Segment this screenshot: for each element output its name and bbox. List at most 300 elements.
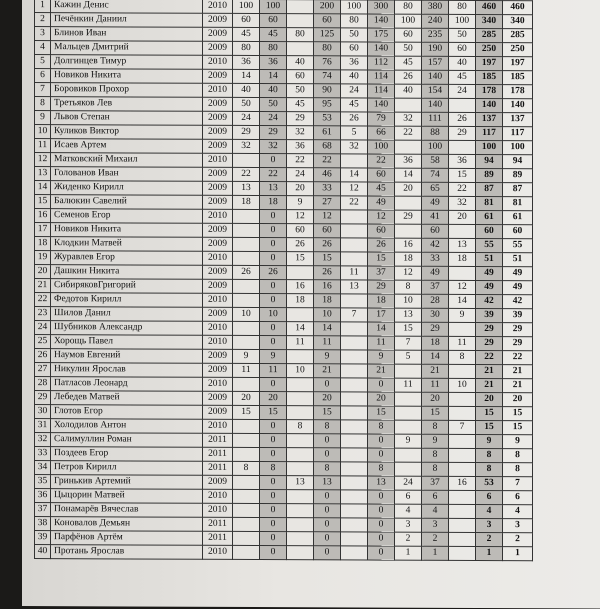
score-cell: 0 [260, 546, 287, 560]
row-number: 3 [35, 27, 51, 41]
score-cell: 8 [476, 448, 503, 462]
score-cell: 36 [341, 56, 368, 70]
score-cell: 1 [503, 547, 533, 561]
birth-year: 2010 [203, 0, 233, 13]
score-cell [449, 140, 476, 154]
score-cell [449, 406, 476, 420]
birth-year: 2011 [203, 447, 233, 461]
birth-year: 2010 [203, 209, 233, 223]
score-cell: 37 [422, 280, 449, 294]
score-cell [449, 448, 476, 462]
row-number: 36 [35, 489, 51, 503]
score-cell [287, 518, 314, 532]
score-cell [395, 98, 422, 112]
score-cell: 15 [368, 406, 395, 420]
table-row [35, 475, 533, 491]
score-cell: 14 [233, 69, 260, 83]
score-cell: 26 [341, 112, 368, 126]
results-table-body [35, 0, 533, 561]
table-row [35, 111, 533, 127]
birth-year: 2010 [203, 503, 233, 517]
score-cell [287, 42, 314, 56]
birth-year: 2009 [203, 237, 233, 251]
score-cell: 11 [341, 266, 368, 280]
score-cell [449, 434, 476, 448]
score-cell: 0 [314, 532, 341, 546]
score-cell: 32 [395, 112, 422, 126]
score-cell: 80 [449, 0, 476, 14]
participant-name: Глотов Егор [51, 405, 203, 420]
score-cell: 29 [395, 210, 422, 224]
score-cell: 9 [233, 349, 260, 363]
score-cell: 15 [314, 252, 341, 266]
score-cell: 60 [422, 224, 449, 238]
score-cell [449, 364, 476, 378]
row-number: 2 [35, 13, 51, 27]
score-cell: 20 [368, 392, 395, 406]
score-cell: 24 [233, 111, 260, 125]
score-cell: 60 [287, 224, 314, 238]
score-cell: 111 [422, 112, 449, 126]
score-cell: 32 [449, 196, 476, 210]
score-cell [449, 322, 476, 336]
table-row [35, 55, 533, 71]
score-cell: 0 [260, 294, 287, 308]
table-row [35, 321, 533, 337]
score-cell: 55 [503, 239, 533, 253]
score-cell: 9 [422, 434, 449, 448]
score-cell: 18 [422, 336, 449, 350]
row-number: 23 [35, 307, 51, 321]
score-cell: 200 [314, 0, 341, 14]
score-cell: 10 [395, 294, 422, 308]
score-cell: 26 [233, 265, 260, 279]
participant-name: Балюкин Савелий [51, 195, 203, 210]
score-cell: 8 [287, 420, 314, 434]
score-cell: 81 [476, 196, 503, 210]
score-cell: 28 [422, 294, 449, 308]
score-cell [341, 322, 368, 336]
score-cell: 0 [260, 280, 287, 294]
score-cell [233, 447, 260, 461]
score-cell [233, 153, 260, 167]
score-cell: 140 [422, 70, 449, 84]
score-cell: 18 [368, 294, 395, 308]
score-cell [287, 462, 314, 476]
score-cell: 22 [368, 154, 395, 168]
score-cell [395, 392, 422, 406]
birth-year: 2009 [203, 363, 233, 377]
score-cell [341, 448, 368, 462]
score-cell: 8 [476, 462, 503, 476]
row-number: 22 [35, 293, 51, 307]
score-cell: 197 [503, 57, 533, 71]
score-cell: 51 [476, 252, 503, 266]
table-row [35, 13, 533, 29]
score-cell [449, 490, 476, 504]
score-cell: 74 [422, 168, 449, 182]
score-cell: 58 [422, 154, 449, 168]
birth-year: 2009 [203, 265, 233, 279]
participant-name: Журавлев Егор [51, 251, 203, 266]
table-row [35, 293, 533, 309]
score-cell: 460 [476, 0, 503, 14]
participant-name: Третьяков Лев [51, 97, 203, 112]
score-cell [395, 420, 422, 434]
score-cell: 0 [260, 238, 287, 252]
score-cell: 10 [449, 378, 476, 392]
score-cell: 117 [476, 126, 503, 140]
score-cell: 89 [503, 169, 533, 183]
score-cell: 13 [314, 476, 341, 490]
score-cell: 100 [260, 0, 287, 14]
score-cell [341, 364, 368, 378]
score-cell: 8 [233, 461, 260, 475]
score-cell: 89 [476, 168, 503, 182]
score-cell: 36 [449, 154, 476, 168]
score-cell: 0 [260, 154, 287, 168]
score-cell: 29 [503, 337, 533, 351]
row-number: 35 [35, 475, 51, 489]
score-cell: 80 [314, 42, 341, 56]
score-cell: 36 [395, 154, 422, 168]
score-cell [395, 196, 422, 210]
row-number: 8 [35, 97, 51, 111]
score-cell: 240 [422, 14, 449, 28]
score-cell [449, 462, 476, 476]
score-cell: 16 [449, 476, 476, 490]
score-cell [287, 448, 314, 462]
score-cell: 26 [395, 70, 422, 84]
score-cell: 157 [422, 56, 449, 70]
score-cell: 27 [314, 196, 341, 210]
score-cell: 55 [476, 238, 503, 252]
score-cell: 9 [395, 434, 422, 448]
score-cell: 6 [395, 490, 422, 504]
score-cell: 8 [314, 420, 341, 434]
score-cell: 235 [422, 28, 449, 42]
score-cell: 49 [503, 281, 533, 295]
score-cell: 0 [260, 476, 287, 490]
row-number: 15 [35, 195, 51, 209]
birth-year: 2010 [203, 489, 233, 503]
birth-year: 2009 [203, 167, 233, 181]
score-cell: 61 [476, 210, 503, 224]
score-cell: 80 [395, 0, 422, 14]
score-cell: 8 [368, 462, 395, 476]
score-cell: 24 [395, 476, 422, 490]
participant-name: Лебедев Матвей [51, 391, 203, 406]
birth-year: 2009 [203, 139, 233, 153]
score-cell [233, 209, 260, 223]
participant-name: Парфёнов Артём [51, 531, 203, 546]
score-cell: 340 [503, 15, 533, 29]
score-cell [287, 0, 314, 14]
score-cell: 94 [476, 154, 503, 168]
score-cell: 88 [422, 126, 449, 140]
participant-name: Семенов Егор [51, 209, 203, 224]
table-row [35, 377, 533, 393]
score-cell: 45 [287, 98, 314, 112]
score-cell: 0 [368, 532, 395, 546]
score-cell: 39 [503, 309, 533, 323]
score-cell [287, 266, 314, 280]
score-cell [287, 308, 314, 322]
score-cell: 8 [422, 420, 449, 434]
score-cell [341, 420, 368, 434]
row-number: 4 [35, 41, 51, 55]
score-cell: 13 [368, 476, 395, 490]
table-row [35, 97, 533, 113]
score-cell: 39 [476, 308, 503, 322]
row-number: 29 [35, 391, 51, 405]
participant-name: Жиденко Кирилл [51, 181, 203, 196]
table-row [35, 167, 533, 183]
scoresheet-paper [22, 0, 600, 609]
birth-year: 2011 [203, 461, 233, 475]
score-cell [233, 335, 260, 349]
participant-name: Петров Кирилл [51, 461, 203, 476]
score-cell [233, 475, 260, 489]
score-cell: 37 [368, 266, 395, 280]
score-cell: 87 [476, 182, 503, 196]
score-cell: 46 [314, 168, 341, 182]
score-cell: 87 [503, 183, 533, 197]
score-cell: 185 [476, 70, 503, 84]
birth-year: 2010 [203, 419, 233, 433]
score-cell: 13 [260, 182, 287, 196]
score-cell: 10 [233, 307, 260, 321]
score-cell [341, 350, 368, 364]
score-cell: 0 [260, 336, 287, 350]
birth-year: 2010 [203, 55, 233, 69]
score-cell: 0 [260, 252, 287, 266]
score-cell [395, 462, 422, 476]
score-cell [233, 517, 260, 531]
score-cell: 114 [368, 70, 395, 84]
table-row [35, 363, 533, 379]
score-cell: 40 [260, 84, 287, 98]
score-cell: 9 [287, 196, 314, 210]
score-cell: 15 [476, 420, 503, 434]
score-cell: 50 [449, 28, 476, 42]
score-cell [449, 98, 476, 112]
score-cell: 3 [503, 519, 533, 533]
score-cell: 26 [314, 238, 341, 252]
participant-name: Мальцев Дмитрий [51, 41, 203, 56]
score-cell [287, 378, 314, 392]
score-cell: 90 [314, 84, 341, 98]
score-cell: 40 [233, 83, 260, 97]
score-cell: 22 [503, 351, 533, 365]
score-cell: 0 [368, 546, 395, 560]
score-cell: 300 [368, 0, 395, 14]
score-cell: 0 [368, 518, 395, 532]
score-cell [341, 210, 368, 224]
birth-year: 2009 [203, 223, 233, 237]
score-cell: 2 [503, 533, 533, 547]
participant-name: Куликов Виктор [51, 125, 203, 140]
score-cell: 95 [314, 98, 341, 112]
score-cell: 9 [449, 308, 476, 322]
participant-name: Понамарёв Вячеслав [51, 503, 203, 518]
score-cell: 14 [422, 350, 449, 364]
score-cell: 29 [476, 322, 503, 336]
score-cell: 100 [503, 141, 533, 155]
score-cell: 16 [287, 280, 314, 294]
row-number: 24 [35, 321, 51, 335]
score-cell: 11 [368, 336, 395, 350]
score-cell: 80 [260, 42, 287, 56]
row-number: 20 [35, 265, 51, 279]
score-cell: 66 [368, 126, 395, 140]
birth-year: 2010 [203, 293, 233, 307]
score-cell: 11 [422, 378, 449, 392]
score-cell [341, 546, 368, 560]
score-cell: 74 [314, 70, 341, 84]
score-cell: 24 [287, 168, 314, 182]
score-cell: 4 [476, 504, 503, 518]
score-cell: 2 [422, 532, 449, 546]
score-cell: 40 [395, 84, 422, 98]
score-cell [449, 504, 476, 518]
score-cell [287, 14, 314, 28]
score-cell [341, 406, 368, 420]
score-cell: 15 [422, 406, 449, 420]
score-cell: 80 [341, 14, 368, 28]
score-cell [341, 252, 368, 266]
score-cell: 140 [476, 98, 503, 112]
score-cell: 14 [341, 168, 368, 182]
score-cell: 15 [395, 322, 422, 336]
participant-name: Никулин Ярослав [51, 363, 203, 378]
score-cell: 140 [503, 99, 533, 113]
score-cell: 18 [314, 294, 341, 308]
participant-name: Матковский Михаил [51, 153, 203, 168]
score-cell: 22 [449, 182, 476, 196]
score-cell: 22 [287, 154, 314, 168]
score-cell: 14 [395, 168, 422, 182]
score-cell [341, 532, 368, 546]
score-cell: 100 [233, 0, 260, 14]
score-cell [341, 224, 368, 238]
birth-year: 2010 [203, 335, 233, 349]
birth-year: 2009 [203, 41, 233, 55]
score-cell: 4 [422, 504, 449, 518]
row-number: 31 [35, 419, 51, 433]
score-cell: 12 [368, 210, 395, 224]
participant-name: Новиков Никита [51, 223, 203, 238]
participant-name: Цыцорин Матвей [51, 489, 203, 504]
score-cell: 20 [260, 392, 287, 406]
score-cell: 18 [449, 252, 476, 266]
score-cell: 22 [476, 350, 503, 364]
birth-year: 2009 [203, 69, 233, 83]
score-cell: 29 [287, 112, 314, 126]
score-cell [341, 490, 368, 504]
score-cell [233, 531, 260, 545]
score-cell: 15 [233, 405, 260, 419]
score-cell: 0 [314, 448, 341, 462]
score-cell: 22 [260, 168, 287, 182]
score-cell: 14 [287, 322, 314, 336]
score-cell: 60 [368, 168, 395, 182]
score-cell: 42 [503, 295, 533, 309]
table-row [35, 391, 533, 407]
score-cell: 0 [314, 504, 341, 518]
score-cell: 22 [233, 167, 260, 181]
participant-name: Шилов Данил [51, 307, 203, 322]
row-number: 1 [35, 0, 51, 13]
score-cell: 100 [341, 0, 368, 14]
score-cell: 285 [503, 29, 533, 43]
participant-name: Салимуллин Роман [51, 433, 203, 448]
score-cell: 9 [503, 435, 533, 449]
score-cell: 26 [368, 238, 395, 252]
participant-name: Коновалов Демьян [51, 517, 203, 532]
participant-name: Протань Ярослав [51, 545, 203, 560]
score-cell: 14 [260, 70, 287, 84]
participant-name: Поздеев Егор [51, 447, 203, 462]
score-cell [233, 321, 260, 335]
table-row [35, 195, 533, 211]
score-cell: 178 [503, 85, 533, 99]
score-cell: 61 [314, 126, 341, 140]
score-cell: 20 [422, 392, 449, 406]
table-row [35, 531, 533, 547]
score-cell: 0 [314, 518, 341, 532]
score-cell: 380 [422, 0, 449, 14]
score-cell: 29 [422, 322, 449, 336]
participant-name: Львов Степан [51, 111, 203, 126]
table-row [35, 349, 533, 365]
table-row [35, 251, 533, 267]
score-cell [341, 504, 368, 518]
score-cell: 41 [422, 210, 449, 224]
participant-name: Голованов Иван [51, 167, 203, 182]
score-cell: 15 [503, 407, 533, 421]
score-cell: 100 [449, 14, 476, 28]
score-cell: 81 [503, 197, 533, 211]
score-cell: 33 [422, 252, 449, 266]
score-cell: 21 [368, 364, 395, 378]
score-cell [287, 504, 314, 518]
score-cell: 50 [260, 98, 287, 112]
birth-year: 2009 [203, 181, 233, 195]
score-cell: 15 [476, 406, 503, 420]
participant-name: СибиряковГригорий [51, 279, 203, 294]
score-cell: 11 [395, 378, 422, 392]
score-cell: 8 [422, 448, 449, 462]
table-row [35, 335, 533, 351]
score-cell: 140 [368, 42, 395, 56]
score-cell: 3 [395, 518, 422, 532]
score-cell: 21 [422, 364, 449, 378]
participant-name: Долгинцев Тимур [51, 55, 203, 70]
score-cell: 2 [395, 532, 422, 546]
score-cell: 340 [476, 14, 503, 28]
score-cell: 100 [395, 14, 422, 28]
score-cell: 250 [503, 43, 533, 57]
score-cell: 11 [287, 336, 314, 350]
birth-year: 2009 [203, 391, 233, 405]
score-cell: 140 [368, 98, 395, 112]
score-cell: 8 [449, 350, 476, 364]
score-cell [287, 406, 314, 420]
score-cell: 60 [368, 224, 395, 238]
table-row [35, 503, 533, 519]
score-cell: 60 [395, 28, 422, 42]
